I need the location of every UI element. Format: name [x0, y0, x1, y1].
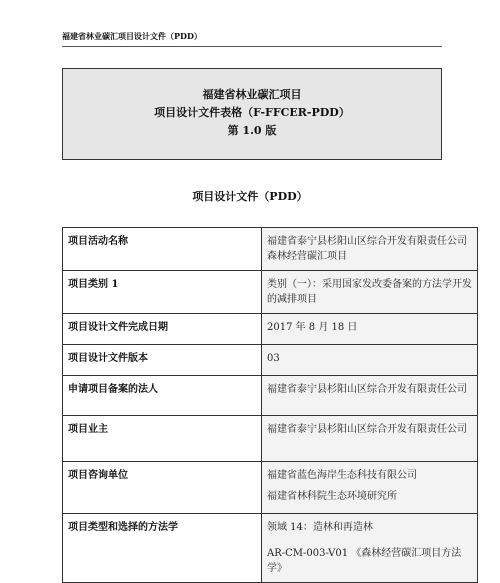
value-line: 福建省泰宁县杉阳山区综合开发有限责任公司森林经营碳汇项目: [267, 236, 467, 262]
value-line: 类别（一）：采用国家发改委备案的方法学开发的减排项目: [267, 279, 472, 305]
value-line: 福建省蓝色海岸生态科技有限公司: [267, 470, 417, 481]
title-line-1: 福建省林业碳汇项目: [202, 88, 302, 101]
table-row: [63, 314, 478, 345]
table-row: [63, 271, 478, 314]
row-value: [262, 314, 478, 345]
table-row: [63, 462, 478, 514]
value-line: 福建省泰宁县杉阳山区综合开发有限责任公司: [267, 384, 467, 395]
document-title-box: [62, 68, 442, 160]
row-label: 项目类别 1: [63, 271, 262, 314]
running-header: 福建省林业碳汇项目设计文件（PDD）: [62, 31, 442, 47]
row-value: [262, 345, 478, 376]
row-label: 项目设计文件完成日期: [63, 314, 262, 345]
title-line-3: 第 1.0 版: [227, 124, 277, 137]
value-line: 03: [267, 353, 280, 364]
row-value: [262, 462, 478, 514]
value-line: 福建省林科院生态环境研究所: [267, 491, 397, 502]
value-line: 领域 14：造林和再造林: [267, 522, 373, 533]
row-label: 项目活动名称: [63, 228, 262, 271]
row-label: 项目类型和选择的方法学: [63, 514, 262, 583]
row-label: 项目设计文件版本: [63, 345, 262, 376]
table-row: [63, 376, 478, 416]
table-row: [63, 345, 478, 376]
row-label: 申请项目备案的法人: [63, 376, 262, 416]
project-info-table: [62, 227, 478, 583]
value-line: 福建省泰宁县杉阳山区综合开发有限责任公司: [267, 424, 467, 435]
section-title: 项目设计文件（PDD）: [192, 190, 308, 203]
row-value: [262, 416, 478, 462]
table-row: [63, 228, 478, 271]
row-value: [262, 376, 478, 416]
row-value: [262, 228, 478, 271]
row-label: 项目咨询单位: [63, 462, 262, 514]
title-line-2: 项目设计文件表格（F-FFCER-PDD）: [154, 106, 350, 119]
value-line: 2017 年 8 月 18 日: [267, 322, 358, 333]
row-label: 项目业主: [63, 416, 262, 462]
row-value: [262, 271, 478, 314]
table-row: [63, 416, 478, 462]
table-row: [63, 514, 478, 583]
value-line: AR-CM-003-V01 《森林经营碳汇项目方法学》: [267, 548, 462, 574]
row-value: [262, 514, 478, 583]
